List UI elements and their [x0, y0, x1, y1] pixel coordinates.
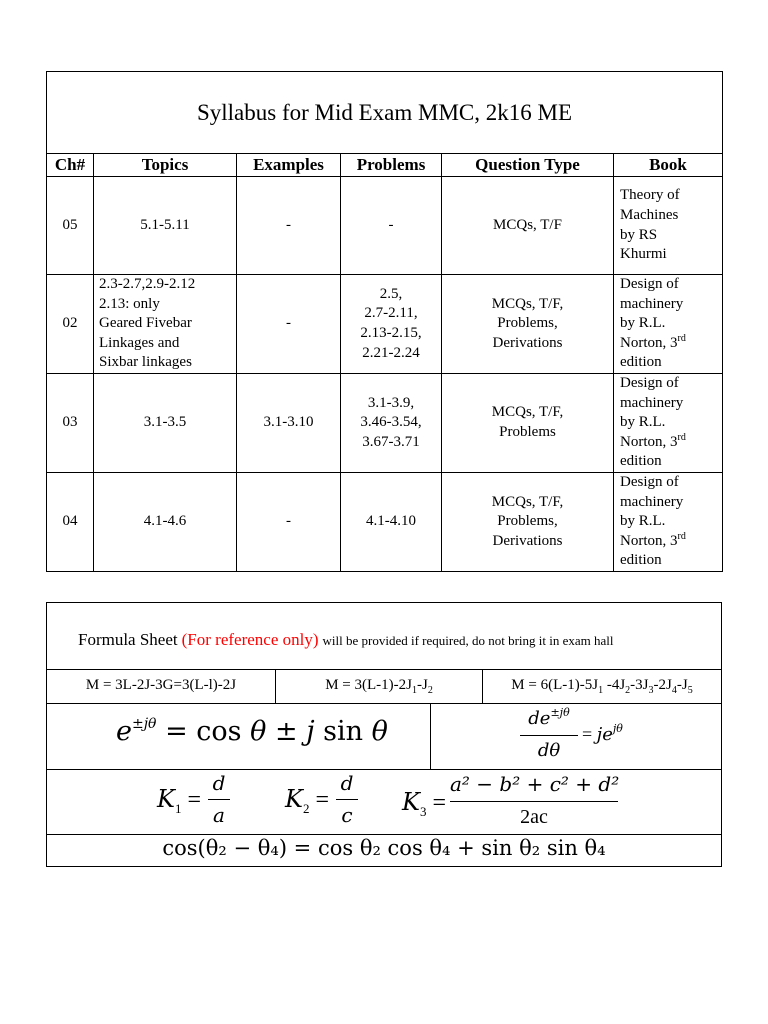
eq-text: K [285, 785, 303, 813]
book-line: machinery [620, 394, 684, 411]
topic-line: Geared Fivebar [99, 315, 192, 332]
cell-book [614, 275, 723, 374]
cell-problems [341, 275, 442, 374]
syllabus-table [46, 71, 723, 572]
problem-line: 2.7-2.11, [364, 305, 418, 322]
mobility-eq-1 [47, 677, 275, 694]
reference-note: (For reference only) [181, 630, 319, 649]
eq-text: ± [266, 716, 307, 747]
eq-text: M = 3L-2J-3G=3(L-l)-2J [85, 677, 237, 693]
eq-text: -3J [630, 677, 649, 693]
eq-exp: ±jθ [131, 716, 157, 732]
cell-topics [94, 472, 237, 571]
eq-text: 2ac [520, 806, 548, 828]
problem-line: 2.5, [379, 285, 403, 302]
eq-sub: 2 [427, 685, 433, 696]
divider [430, 703, 431, 769]
eq-text: dθ [537, 740, 561, 761]
eq-text: K [402, 788, 420, 816]
eq-sub: 4 [671, 685, 677, 696]
eq-exp: jθ [612, 722, 623, 735]
eq-sub: 1 [598, 685, 604, 696]
problem-line: 2.13-2.15, [360, 324, 422, 341]
eq-sub: 1 [411, 685, 417, 696]
eq-sub: 1 [174, 800, 182, 816]
qtype-line: MCQs, T/F [493, 216, 562, 233]
cell-ch: 04 [47, 472, 94, 571]
cell-examples: - [237, 177, 341, 275]
mobility-eq-3 [483, 677, 721, 694]
derivative-numerator [520, 708, 578, 729]
k2-denominator [336, 803, 358, 828]
eq-text: -J [416, 677, 428, 693]
book-edition-text: Norton, 3 [620, 334, 678, 351]
book-line: edition [620, 354, 662, 371]
book-line: Design of [620, 276, 679, 292]
problem-line: - [388, 216, 394, 233]
cosine-identity [46, 836, 722, 860]
eq-text: -4J [603, 677, 626, 693]
k3-denominator [450, 806, 618, 829]
eq-text: K [157, 785, 175, 813]
book-edition-text: Norton, 3 [620, 532, 678, 549]
ordinal-suffix: rd [677, 431, 686, 443]
cell-examples: - [237, 275, 341, 374]
book-line: Design of [620, 374, 679, 391]
divider [46, 703, 722, 704]
eq-text: d [212, 771, 226, 795]
mobility-eq-2 [276, 677, 482, 694]
book-line [620, 433, 722, 453]
eq-text: = [582, 724, 593, 744]
qtype-line: Derivations [492, 532, 563, 549]
eq-sub: 3 [419, 803, 427, 819]
book-line: Khurmi [620, 246, 667, 263]
cell-question-type [442, 177, 614, 275]
ordinal-suffix: rd [677, 530, 686, 542]
header-topics: Topics [94, 154, 237, 177]
eq-sub: 2 [302, 800, 310, 816]
problem-line: 2.21-2.24 [362, 344, 420, 361]
table-row [47, 275, 723, 374]
cell-question-type [442, 373, 614, 472]
topic-line: Linkages and [99, 334, 180, 351]
topic-line: 5.1-5.11 [140, 216, 190, 233]
eq-sub: 3 [648, 685, 654, 696]
header-examples: Examples [237, 154, 341, 177]
book-line: by R.L. [620, 513, 666, 530]
problem-line: 3.46-3.54, [360, 414, 422, 431]
provided-note: will be provided if required, do not bring it in exam hall [322, 633, 614, 648]
cell-ch: 02 [47, 275, 94, 374]
eq-text: j [306, 716, 315, 747]
cell-book [614, 177, 723, 275]
eq-text: θ [371, 716, 388, 747]
book-line: by RS [620, 226, 658, 243]
qtype-line: Problems [499, 423, 556, 440]
table-row [47, 373, 723, 472]
cell-ch: 03 [47, 373, 94, 472]
k1-denominator [208, 803, 230, 828]
eq-text: sin [314, 716, 364, 747]
cell-examples: 3.1-3.10 [237, 373, 341, 472]
book-line: by R.L. [620, 315, 666, 332]
book-line: Theory of [620, 187, 680, 204]
book-edition-text: Norton, 3 [620, 433, 678, 450]
qtype-line: Derivations [492, 334, 563, 351]
eq-text: je [596, 724, 613, 745]
k3-numerator [450, 772, 618, 797]
book-line [620, 334, 722, 354]
qtype-line: Problems, [497, 315, 558, 332]
eq-text: -2J [653, 677, 672, 693]
divider [721, 602, 722, 867]
fraction-bar [208, 799, 230, 800]
fraction-bar [520, 735, 578, 736]
eq-text: M = 3(L-1)-2J [325, 677, 412, 693]
ordinal-suffix: rd [677, 332, 686, 344]
euler-equation [116, 716, 388, 747]
derivative-rhs [582, 724, 623, 745]
k1-numerator [208, 771, 230, 796]
topic-line: Sixbar linkages [99, 354, 192, 371]
eq-text: -J [676, 677, 688, 693]
divider [46, 602, 47, 867]
syllabus-title: Syllabus for Mid Exam MMC, 2k16 ME [47, 72, 723, 154]
book-line: Machines [620, 206, 679, 223]
qtype-line: MCQs, T/F, [491, 493, 564, 510]
cell-problems [341, 177, 442, 275]
k1-label: $K_1$ = [157, 785, 201, 816]
cell-examples: - [237, 472, 341, 571]
cell-book [614, 472, 723, 571]
divider [46, 834, 722, 835]
eq-text: de [528, 708, 551, 729]
book-line: by R.L. [620, 414, 666, 431]
cell-ch: 05 [47, 177, 94, 275]
fraction-bar [336, 799, 358, 800]
table-header-row [47, 154, 723, 177]
divider [46, 866, 722, 867]
topic-line: 2.13: only [99, 295, 160, 312]
eq-text: e [116, 716, 132, 747]
fraction-bar [450, 801, 618, 802]
eq-text: M = 6(L-1)-5J [511, 677, 599, 693]
eq-text: θ [250, 716, 267, 747]
cell-topics [94, 373, 237, 472]
cell-question-type [442, 472, 614, 571]
eq-text: a [213, 803, 225, 827]
topic-line: 3.1-3.5 [143, 414, 187, 431]
cell-problems [341, 472, 442, 571]
cell-problems [341, 373, 442, 472]
table-row [47, 177, 723, 275]
eq-exp: ±jθ [550, 706, 570, 719]
eq-text: cos(θ₂ − θ₄) = cos θ₂ cos θ₄ + sin θ₂ sin θ₄ [162, 836, 606, 860]
eq-sub: 5 [687, 685, 693, 696]
qtype-line: MCQs, T/F, [491, 404, 564, 421]
header-book: Book [614, 154, 723, 177]
cell-question-type [442, 275, 614, 374]
topic-line: 2.3-2.7,2.9-2.12 [99, 276, 196, 292]
divider [46, 769, 722, 770]
header-problems: Problems [341, 154, 442, 177]
qtype-line: Problems, [497, 513, 558, 530]
problem-line: 4.1-4.10 [366, 513, 416, 530]
k2-numerator [336, 771, 358, 796]
book-line: edition [620, 453, 662, 470]
book-line [620, 532, 722, 552]
eq-sub: 2 [625, 685, 631, 696]
derivative-denominator [520, 740, 578, 761]
header-question-type: Question Type [442, 154, 614, 177]
k2-label: $K_2$ = [285, 785, 329, 816]
book-line: machinery [620, 295, 684, 312]
qtype-line: MCQs, T/F, [491, 295, 564, 312]
formula-title-text: Formula Sheet [78, 630, 178, 649]
k3-label: $K_3$ = [402, 788, 446, 819]
eq-text: = cos [165, 716, 242, 747]
eq-text: a² − b² + c² + d² [450, 772, 620, 796]
book-line: Design of [620, 473, 679, 490]
problem-line: 3.1-3.9, [367, 394, 415, 411]
cell-topics [94, 177, 237, 275]
book-line: machinery [620, 493, 684, 510]
cell-topics [94, 275, 237, 374]
eq-text: d [340, 771, 354, 795]
problem-line: 3.67-3.71 [362, 433, 420, 450]
header-ch: Ch# [47, 154, 94, 177]
table-row [47, 472, 723, 571]
eq-text: c [341, 803, 353, 827]
cell-book [614, 373, 723, 472]
divider [46, 602, 722, 603]
topic-line: 4.1-4.6 [143, 513, 187, 530]
book-line: edition [620, 552, 662, 569]
